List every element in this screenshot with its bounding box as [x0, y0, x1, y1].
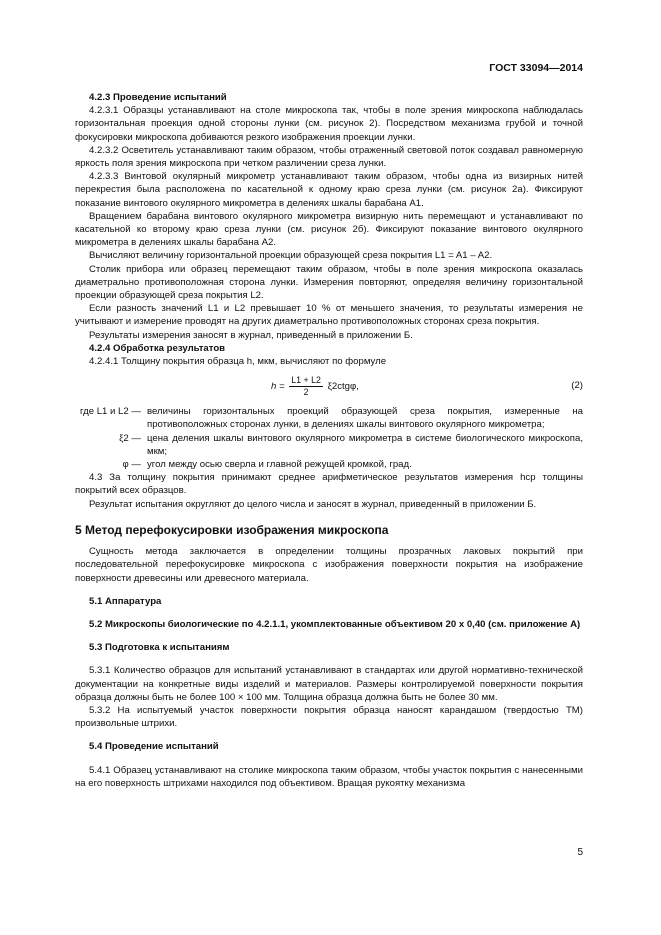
section-heading: 4.2.3 Проведение испытаний	[89, 92, 227, 103]
spacer	[75, 754, 583, 764]
document-body	[75, 91, 583, 790]
section-heading: 4.2.4 Обработка результатов	[89, 342, 226, 354]
definition-term: φ —	[122, 459, 141, 471]
paragraph: Столик прибора или образец перемещают таким образом, чтобы в поле зрения микроскопа оказалась диаметрально противоположная сторона лунки. Измерения повторяют, определяя величину горизонтальной проекции образующей среза покрытия L2.	[75, 263, 583, 302]
formula-fraction	[289, 375, 323, 398]
formula-lhs: h =	[271, 381, 285, 393]
section-heading: 5.4 Проведение испытаний	[89, 741, 219, 753]
definition-desc: угол между осью сверла и главной режущей кромкой, град.	[147, 459, 412, 471]
formula-2	[75, 371, 583, 401]
definition-desc: величины горизонтальных проекций образующей среза покрытия, измеренные на противоположных сторонах лунки, в делениях шкалы винтового окулярного микрометра;	[147, 406, 583, 431]
document-header: ГОСТ 33094—2014	[489, 62, 583, 74]
section-heading: 5.3 Подготовка к испытаниям	[89, 642, 230, 654]
section-4-3-and-5	[75, 471, 583, 790]
spacer	[75, 654, 583, 664]
formula-expression	[271, 375, 359, 398]
definition-item	[75, 405, 583, 431]
definition-term: ξ2 —	[119, 432, 141, 444]
section-heading: 5 Метод перефокусировки изображения микроскопа	[75, 522, 389, 537]
paragraph: 4.2.3.2 Осветитель устанавливают таким образом, чтобы отраженный световой поток создавал равномерную яркость поля зрения микроскопа при четком различении среза лунки.	[75, 144, 583, 170]
paragraph: 4.3 За толщину покрытия принимают среднее арифметическое результатов измерения hср толщины покрытий всех образцов.	[75, 472, 583, 497]
formula-rhs: ξ2ctgφ,	[327, 381, 359, 393]
section-heading: 5.2 Микроскопы биологические по 4.2.1.1, укомплектованные объективом 20 х 0,40 (см. приложение А)	[89, 618, 581, 630]
definition-desc: цена деления шкалы винтового окулярного микрометра в системе биологического микроскопа, мкм;	[147, 432, 583, 457]
paragraph: 5.3.2 На испытуемый участок поверхности покрытия образца наносят карандашом (твердостью ТМ) произвольные штрихи.	[75, 704, 583, 730]
definition-item	[75, 432, 583, 458]
spacer	[75, 631, 583, 641]
paragraph: 4.2.4.1 Толщину покрытия образца h, мкм, вычисляют по формуле	[89, 356, 387, 368]
definition-term: где L1 и L2 —	[80, 406, 141, 418]
paragraph: Сущность метода заключается в определении толщины прозрачных лаковых покрытий при последовательной перефокусировке микроскопа с изображения поверхности покрытия на изображение поверхности древесины или древесного материала.	[75, 546, 583, 584]
paragraph: 5.4.1 Образец устанавливают на столике микроскопа таким образом, чтобы участок покрытия с нанесенными на его поверхность штрихами находился под объективом. Вращая рукоятку механизма	[75, 764, 583, 789]
paragraph: Результат испытания округляют до целого числа и заносят в журнал, приведенный в приложении Б.	[89, 498, 537, 510]
paragraph: 5.3.1 Количество образцов для испытаний устанавливают в стандартах или другой нормативно-технической документации на конкретные виды изделий и материалов. Размеры контролируемой поверхности покрытия образца должны быть не более 100 × 100 мм. Толщина образца должна быть не более 30 мм.	[75, 665, 583, 703]
paragraph: Вычисляют величину горизонтальной проекции образующей среза покрытия L1 = A1 – A2.	[89, 250, 493, 262]
page-number: 5	[577, 847, 583, 858]
section-4-2-3	[75, 91, 583, 368]
formula-numerator: L1 + L2	[291, 375, 321, 386]
section-heading: 5.1 Аппаратура	[89, 595, 162, 607]
formula-number: (2)	[571, 380, 583, 392]
formula-definitions	[75, 405, 583, 471]
spacer	[75, 585, 583, 595]
paragraph: Если разность значений L1 и L2 превышает 10 % от меньшего значения, то результаты измерения не учитывают и измерение проводят на других диаметрально противоположных сторонах среза покрытия.	[75, 303, 583, 328]
spacer	[75, 608, 583, 618]
paragraph: Результаты измерения заносят в журнал, приведенный в приложении Б.	[89, 329, 413, 341]
formula-denominator: 2	[303, 387, 309, 398]
spacer	[75, 730, 583, 740]
paragraph: 4.2.3.3 Винтовой окулярный микрометр устанавливают таким образом, чтобы одна из визирных нитей перекрестия была расположена по касательной к одному краю среза лунки (см. рисунок 2а). Фиксируют показание винтового окулярного микрометра в делениях шкалы барабана A1.	[75, 171, 583, 209]
paragraph: 4.2.3.1 Образцы устанавливают на столе микроскопа так, чтобы в поле зрения микроскопа наблюдалась горизонтальная проекция одной стороны лунки (см. рисунок 2). Посредством механизма грубой и точной фокусировки микроскопа добиваются резкого изображения проекции лунки.	[75, 105, 583, 143]
definition-item	[75, 458, 583, 471]
paragraph: Вращением барабана винтового окулярного микрометра визирную нить перемещают и устанавливают по касательной ко второму краю среза лунки (см. рисунок 2б). Фиксируют показание винтового окулярного микрометра в делениях шкалы барабана A2.	[75, 210, 583, 249]
